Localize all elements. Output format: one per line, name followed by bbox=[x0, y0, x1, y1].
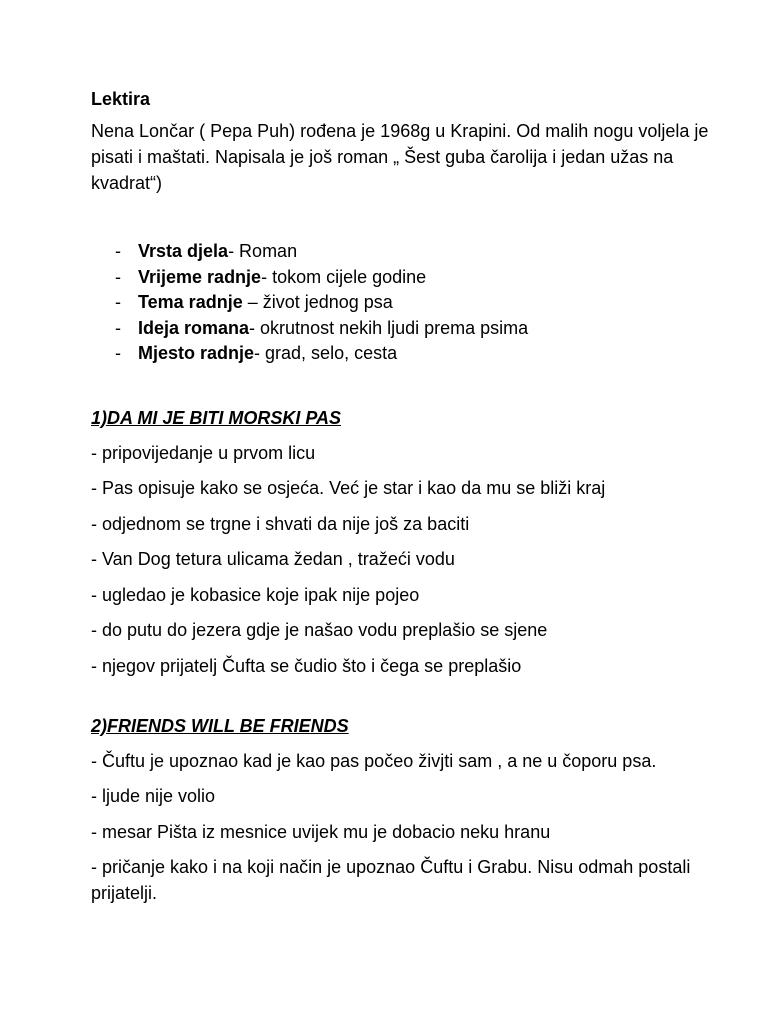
fact-item: - Vrsta djela- Roman bbox=[115, 241, 298, 261]
fact-label: Tema radnje bbox=[138, 292, 243, 313]
section-line: - ugledao je kobasice koje ipak nije pojeo bbox=[91, 584, 420, 605]
section-line: - Čuftu je upoznao kad je kao pas počeo živjti sam , a ne u čoporu psa. bbox=[91, 750, 657, 771]
section-line: - pričanje kako i na koji način je upoznao Čuftu i Grabu. Nisu odmah postali prijatelji. bbox=[91, 857, 691, 904]
intro-paragraph: Nena Lončar ( Pepa Puh) rođena je 1968g u Krapini. Od malih nogu voljela je pisati i maštati. Napisala je još roman „ Šest guba čarolija i jedan užas na kvadrat“) bbox=[91, 121, 709, 193]
section-line: - pripovijedanje u prvom licu bbox=[91, 442, 316, 463]
fact-value: – život jednog psa bbox=[242, 292, 393, 313]
fact-item: - Ideja romana- okrutnost nekih ljudi prema psima bbox=[115, 317, 529, 338]
facts-list bbox=[91, 239, 731, 367]
section-1 bbox=[91, 405, 731, 679]
fact-value: - okrutnost nekih ljudi prema psima bbox=[249, 317, 529, 338]
section-line: - odjednom se trgne i shvati da nije još za baciti bbox=[91, 513, 470, 534]
fact-label: Vrsta djela bbox=[138, 241, 229, 261]
section-heading: 1)DA MI JE BITI MORSKI PAS bbox=[91, 407, 342, 428]
fact-label: Vrijeme radnje bbox=[138, 266, 262, 287]
fact-item: - Vrijeme radnje- tokom cijele godine bbox=[115, 266, 427, 287]
document-title: Lektira bbox=[91, 89, 151, 109]
section-line: - ljude nije volio bbox=[91, 786, 216, 807]
fact-label: Mjesto radnje bbox=[138, 343, 255, 364]
fact-label: Ideja romana bbox=[138, 317, 250, 338]
section-line: - Pas opisuje kako se osjeća. Već je star i kao da mu se bliži kraj bbox=[91, 478, 606, 499]
section-line: - mesar Pišta iz mesnice uvijek mu je dobacio neku hranu bbox=[91, 821, 551, 842]
fact-item: - Mjesto radnje- grad, selo, cesta bbox=[115, 343, 398, 364]
section-2 bbox=[91, 713, 731, 907]
fact-value: - tokom cijele godine bbox=[261, 266, 427, 287]
fact-value: - grad, selo, cesta bbox=[254, 343, 398, 364]
document-page bbox=[91, 86, 731, 916]
section-heading: 2)FRIENDS WILL BE FRIENDS bbox=[91, 715, 349, 736]
section-line: - njegov prijatelj Čufta se čudio što i čega se preplašio bbox=[91, 655, 522, 676]
fact-item: - Tema radnje – život jednog psa bbox=[115, 292, 393, 313]
fact-value: - Roman bbox=[228, 241, 298, 261]
section-line: - Van Dog tetura ulicama žedan , tražeći vodu bbox=[91, 549, 455, 570]
section-line: - do putu do jezera gdje je našao vodu preplašio se sjene bbox=[91, 620, 548, 641]
